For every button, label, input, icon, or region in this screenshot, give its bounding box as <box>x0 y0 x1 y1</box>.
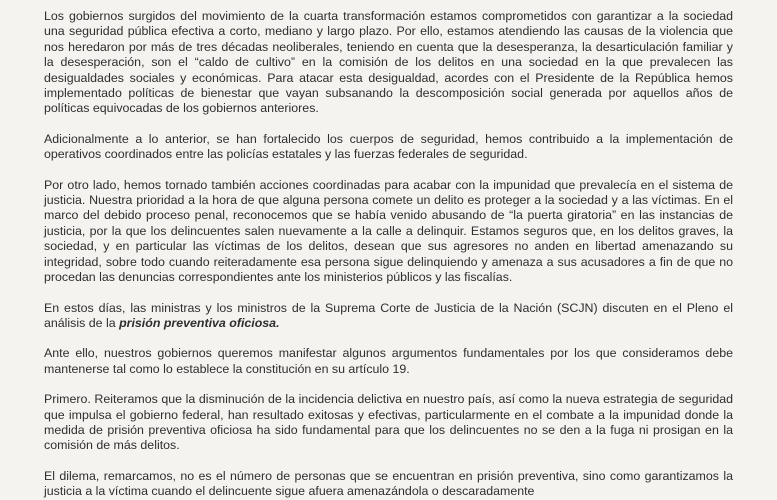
emphasis-prision-preventiva: prisión preventiva oficiosa. <box>119 315 280 330</box>
paragraph-1: Los gobiernos surgidos del movimiento de la cuarta transformación estamos comprometidos con garantizar a la sociedad una seguridad pública efectiva a corto, mediano y largo plazo. Por ello, estamos atendiendo las causas de la violencia que nos heredaron por más de tres décadas neoliberales, teniendo en cuenta que la desesperanza, la desarticulación familiar y la desesperación, son el “caldo de cultivo” en la comisión de los delitos en una sociedad en la que prevalecen las desigualdades sociales y económicas. Para atacar esta desigualdad, acordes con el Presidente de la República hemos implementado políticas de bienestar que vayan subsanando la descomposición social generada por aquellos años de políticas equivocadas de los gobiernos anteriores. <box>44 9 733 116</box>
paragraph-5: Ante ello, nuestros gobiernos queremos manifestar algunos argumentos fundamentales por los que consideramos debe mantenerse tal como lo establece la constitución en su artículo 19. <box>44 346 733 376</box>
document-body <box>44 9 733 500</box>
paragraph-6: Primero. Reiteramos que la disminución de la incidencia delictiva en nuestro país, así como la nueva estrategia de seguridad que impulsa el gobierno federal, han resultado exitosas y efectivas, particularmente en el combate a la impunidad donde la medida de prisión preventiva oficiosa ha sido fundamental para que los delincuentes no se den a la fuga ni prosigan en la comisión de más delitos. <box>44 392 733 453</box>
paragraph-7: El dilema, remarcamos, no es el número de personas que se encuentran en prisión preventiva, sino como garantizamos la justicia a la víctima cuando el delincuente sigue afuera amenazándola o descaradamente <box>44 468 733 499</box>
paragraph-2: Adicionalmente a lo anterior, se han fortalecido los cuerpos de seguridad, hemos contribuido a la implementación de operativos coordinados entre las policías estatales y las fuerzas federales de seguridad. <box>44 131 733 162</box>
paragraph-3: Por otro lado, hemos tornado también acciones coordinadas para acabar con la impunidad que prevalecía en el sistema de justicia. Nuestra prioridad a la hora de que alguna persona comete un delito es proteger a la sociedad y a las víctimas. En el marco del debido proceso penal, reconocemos que se había venido abusando de “la puerta giratoria” en las instancias de justicia, por la que los delincuentes salen nuevamente a la calle a delinquir. Estamos seguros que, en los delitos graves, la sociedad, y en particular las víctimas de los delitos, desean que sus agresores no anden en libertad amenazando su integridad, sobre todo cuando reiteradamente esa persona sigue delinquiendo y amenaza a sus acusadores a fin de que no procedan las denuncias correspondientes ante los ministerios públicos y las fiscalías. <box>44 177 733 285</box>
paragraph-4 <box>44 301 733 332</box>
paragraph-4-text: En estos días, las ministras y los ministros de la Suprema Corte de Justicia de la Nación (SCJN) discuten en el Pleno el análisis de la <box>44 300 733 330</box>
